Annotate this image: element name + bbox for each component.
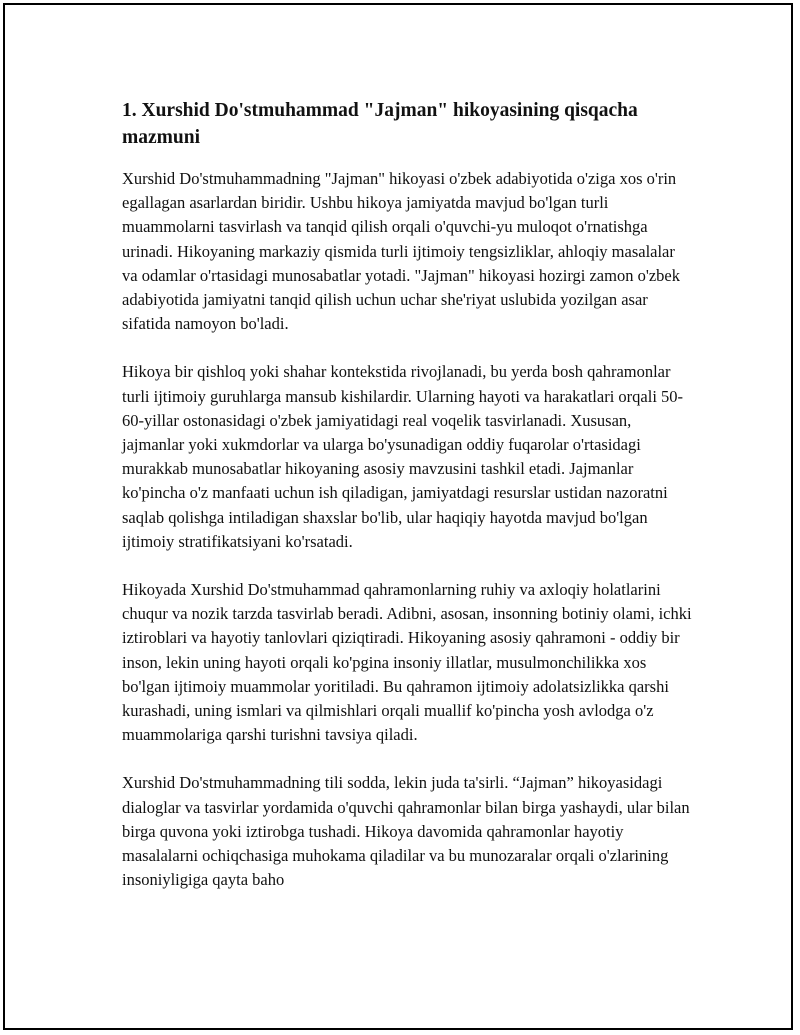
document-title: 1. Xurshid Do'stmuhammad "Jajman" hikoyasining qisqacha mazmuni (122, 100, 638, 148)
document-page (3, 3, 793, 1030)
paragraph-3: Hikoyada Xurshid Do'stmuhammad qahramonlarning ruhiy va axloqiy holatlarini chuqur va nozik tarzda tasvirlab beradi. Adibni, asosan, insonning botiniy olami, ichki iztiroblari va hayotiy tanlovlari qiziqtiradi. Hikoyaning asosiy qahramoni - oddiy bir inson, lekin uning hayoti orqali ko'pgina insoniy illatlar, musulmonchilikka xos bo'lgan ijtimoiy muammolar yoritiladi. Bu qahramon ijtimoiy adolatsizlikka qarshi kurashadi, uning ismlari va qilmishlari orqali muallif ko'pincha yosh avlodga o'z muammolariga qarshi turishni tavsiya qiladi. (122, 580, 692, 745)
paragraph-2: Hikoya bir qishloq yoki shahar kontekstida rivojlanadi, bu yerda bosh qahramonlar turli ijtimoiy guruhlarga mansub kishilardir. Ularning hayoti va harakatlari orqali 50-60-yillar ostonasidagi o'zbek jamiyatidagi real voqelik tasvirlanadi. Xususan, jajmanlar yoki xukmdorlar va ularga bo'ysunadigan oddiy fuqarolar o'rtasidagi murakkab munosabatlar hikoyaning asosiy mavzusini tashkil etadi. Jajmanlar ko'pincha o'z manfaati uchun ish qiladigan, jamiyatdagi resurslar ustidan nazoratni saqlab qolishga intiladigan shaxslar bo'lib, ular haqiqiy hayotda mavjud bo'lgan ijtimoiy stratifikatsiyani ko'rsatadi. (122, 362, 684, 551)
document-content (122, 97, 692, 916)
paragraph-1: Xurshid Do'stmuhammadning "Jajman" hikoyasi o'zbek adabiyotida o'ziga xos o'rin egallagan asarlardan biridir. Ushbu hikoya jamiyatda mavjud bo'lgan turli muammolarni tasvirlash va tanqid qilish orqali o'quvchi-yu muloqot o'rnatishga urinadi. Hikoyaning markaziy qismida turli ijtimoiy tengsizliklar, ahloqiy masalalar va odamlar o'rtasidagi munosabatlar yotadi. "Jajman" hikoyasi hozirgi zamon o'zbek adabiyotida jamiyatni tanqid qilish uchun uchar she'riyat uslubida yozilgan asar sifatida namoyon bo'ladi. (122, 169, 680, 334)
paragraph-4: Xurshid Do'stmuhammadning tili sodda, lekin juda ta'sirli. “Jajman” hikoyasidagi dialoglar va tasvirlar yordamida o'quvchi qahramonlar bilan birga yashaydi, ular bilan birga quvona yoki iztirobga tushadi. Hikoya davomida qahramonlar hayotiy masalalarni ochiqchasiga muhokama qiladilar va bu munozaralar orqali o'zlarining insoniyligiga qayta baho (122, 773, 690, 890)
